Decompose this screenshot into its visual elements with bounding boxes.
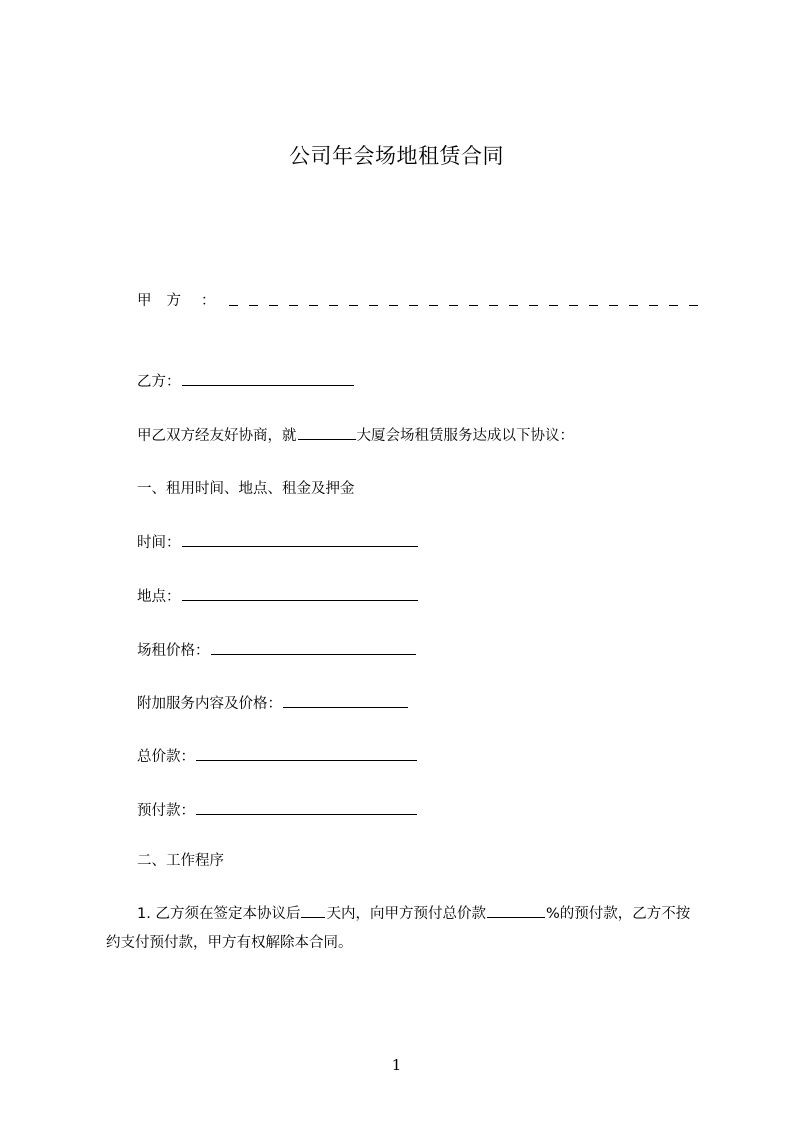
field-location-blank[interactable] bbox=[182, 586, 418, 601]
field-total-price-blank[interactable] bbox=[196, 746, 417, 761]
clause-1-paragraph bbox=[106, 900, 702, 958]
field-location-label: 地点： bbox=[137, 589, 181, 605]
intro-line bbox=[137, 425, 574, 446]
party-a-label: 甲方 bbox=[137, 293, 196, 309]
field-extra-service-label: 附加服务内容及价格： bbox=[137, 696, 282, 712]
field-extra-service-blank[interactable] bbox=[283, 693, 408, 708]
field-prepayment-row bbox=[137, 800, 418, 821]
party-b-row bbox=[137, 371, 355, 392]
clause-1-part-1: 1. 乙方须在签定本协议后 bbox=[137, 906, 301, 922]
document-title: 公司年会场地租赁合同 bbox=[289, 144, 504, 168]
clause-1-percent-blank[interactable] bbox=[487, 903, 545, 918]
intro-prefix: 甲乙双方经友好协商，就 bbox=[137, 428, 297, 444]
field-total-price-row bbox=[137, 746, 418, 767]
party-a-row bbox=[137, 291, 702, 315]
page-number: 1 bbox=[391, 1056, 402, 1074]
field-location-row bbox=[137, 586, 419, 607]
party-b-blank[interactable] bbox=[182, 371, 354, 386]
section-2-heading: 二、工作程序 bbox=[137, 853, 224, 869]
field-venue-price-label: 场租价格： bbox=[137, 643, 210, 659]
party-b-label: 乙方： bbox=[137, 374, 181, 390]
intro-suffix: 大厦会场租赁服务达成以下协议： bbox=[356, 428, 574, 444]
field-venue-price-blank[interactable] bbox=[211, 640, 416, 655]
clause-1-days-blank[interactable] bbox=[301, 903, 325, 918]
field-time-label: 时间： bbox=[137, 535, 181, 551]
field-extra-service-row bbox=[137, 693, 409, 714]
clause-1-part-2: 天内，向甲方预付总价款 bbox=[326, 906, 486, 922]
field-time-blank[interactable] bbox=[182, 532, 418, 547]
field-total-price-label: 总价款： bbox=[137, 749, 195, 765]
section-1-heading: 一、租用时间、地点、租金及押金 bbox=[137, 481, 355, 497]
field-venue-price-row bbox=[137, 640, 417, 661]
field-time-row bbox=[137, 532, 419, 553]
party-a-blank[interactable] bbox=[229, 305, 701, 306]
party-a-colon: ： bbox=[201, 293, 216, 309]
building-name-blank[interactable] bbox=[298, 425, 356, 440]
field-prepayment-blank[interactable] bbox=[196, 800, 417, 815]
field-prepayment-label: 预付款： bbox=[137, 803, 195, 819]
clause-1-part-3: %的预付款，乙方不按约支付预付款，甲方有权解除本合同。 bbox=[106, 906, 691, 951]
